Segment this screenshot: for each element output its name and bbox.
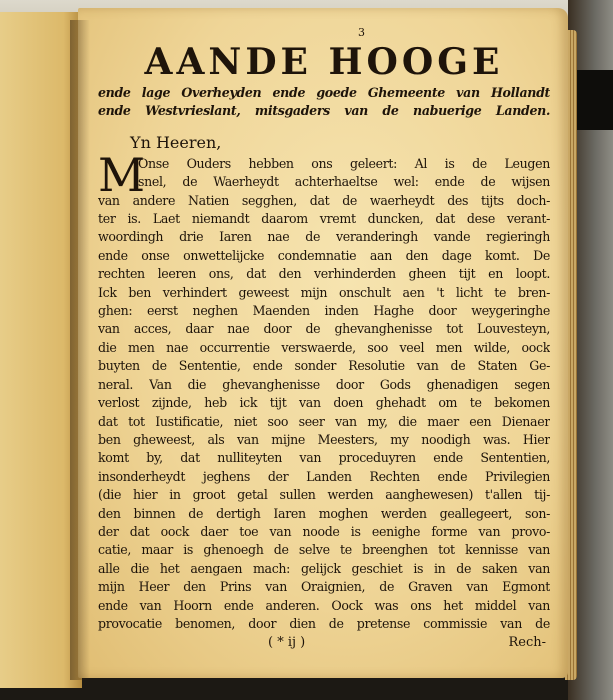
text-line: ben gheweest, als van mijne Meesters, my noodigh was. Hier — [98, 431, 550, 447]
subtitle — [98, 84, 550, 121]
text-line: snel, de Waerheydt achterhaeltse wel: ende de wijsen — [138, 174, 550, 190]
subtitle-line: ende Westvrieslant, mitsgaders van de nabuerige Landen. — [98, 103, 550, 119]
catchword: Rech- — [508, 635, 546, 651]
text-line: ter is. Laet niemandt daarom vremt duncken, dat dese verant- — [98, 211, 550, 227]
text-line: der dat oock daer toe van noode is eenighe forme van provo- — [98, 523, 550, 539]
subtitle-line: ende lage Overheyden ende goede Ghemeente van Hollandt — [98, 85, 550, 100]
background-object — [573, 70, 613, 130]
text-line: neral. Van die ghevanghenisse door Gods ghenadigen segen — [98, 376, 550, 392]
text-line: van andere Natien segghen, dat de waerheydt des tijts doch- — [98, 192, 550, 208]
text-line: buyten de Sententie, ende sonder Resolutie van de Staten Ge- — [98, 358, 550, 374]
body-text — [98, 147, 550, 634]
text-line: den binnen de dertigh Iaren moghen werden geallegeert, son- — [98, 505, 550, 521]
text-block — [98, 20, 550, 655]
text-line: komt by, dat nulliteyten van proceduyren ende Sententien, — [98, 450, 550, 466]
signature-mark: 3 — [358, 26, 365, 39]
text-line: dat tot Iustificatie, niet soo seer van my, die maer een Dienaer — [98, 413, 550, 429]
text-line: ende van Hoorn ende anderen. Oock was ons het middel van — [98, 597, 550, 613]
spine-shadow — [70, 20, 90, 680]
text-line: woordingh drie Iaren nae de veranderingh vande regieringh — [98, 229, 550, 245]
text-line: Onse Ouders hebben ons geleert: Al is de Leugen — [138, 155, 550, 171]
page-title: AANDE HOOGE — [144, 41, 504, 83]
text-line: verlost zijnde, heb ick tijt van doen ghehadt om te bekomen — [98, 395, 550, 411]
text-line: rechten leeren ons, dat den verhinderden gheen tijt en loopt. — [98, 266, 550, 282]
text-line: ghen: eerst neghen Maenden inden Haghe door weygeringhe — [98, 303, 550, 319]
page-footer — [98, 635, 550, 655]
gathering-signature: ( * ij ) — [268, 635, 306, 651]
text-line: (die hier in groot getal sullen werden aanghewesen) t'allen tij- — [98, 487, 550, 503]
text-line: Ick ben verhindert geweest mijn onschult aen 't licht te bren- — [98, 284, 550, 300]
drop-cap: M — [98, 147, 146, 202]
text-line: mijn Heer den Prins van Oraignien, de Graven van Egmont — [98, 579, 550, 595]
text-lines — [98, 147, 550, 634]
text-line: catie, maar is ghenoegh de selve te breenghen tot kennisse van — [98, 542, 550, 558]
text-line: provocatie benomen, door dien de pretense commissie van de — [98, 615, 550, 631]
text-line: insonderheydt jeghens der Landen Rechten ende Privilegien — [98, 468, 550, 484]
text-line: alle die het aengaen mach: gelijck geschiet is in de saken van — [98, 560, 550, 576]
salutation: Yn Heeren, — [130, 132, 222, 152]
text-line: ende onse onwettelijcke condemnatie aan den dage komt. De — [98, 247, 550, 263]
text-line: die men nae occurrentie verswaerde, soo veel men wilde, oock — [98, 339, 550, 355]
text-line: van acces, daar nae door de ghevanghenisse tot Louvesteyn, — [98, 321, 550, 337]
right-page — [78, 8, 568, 678]
